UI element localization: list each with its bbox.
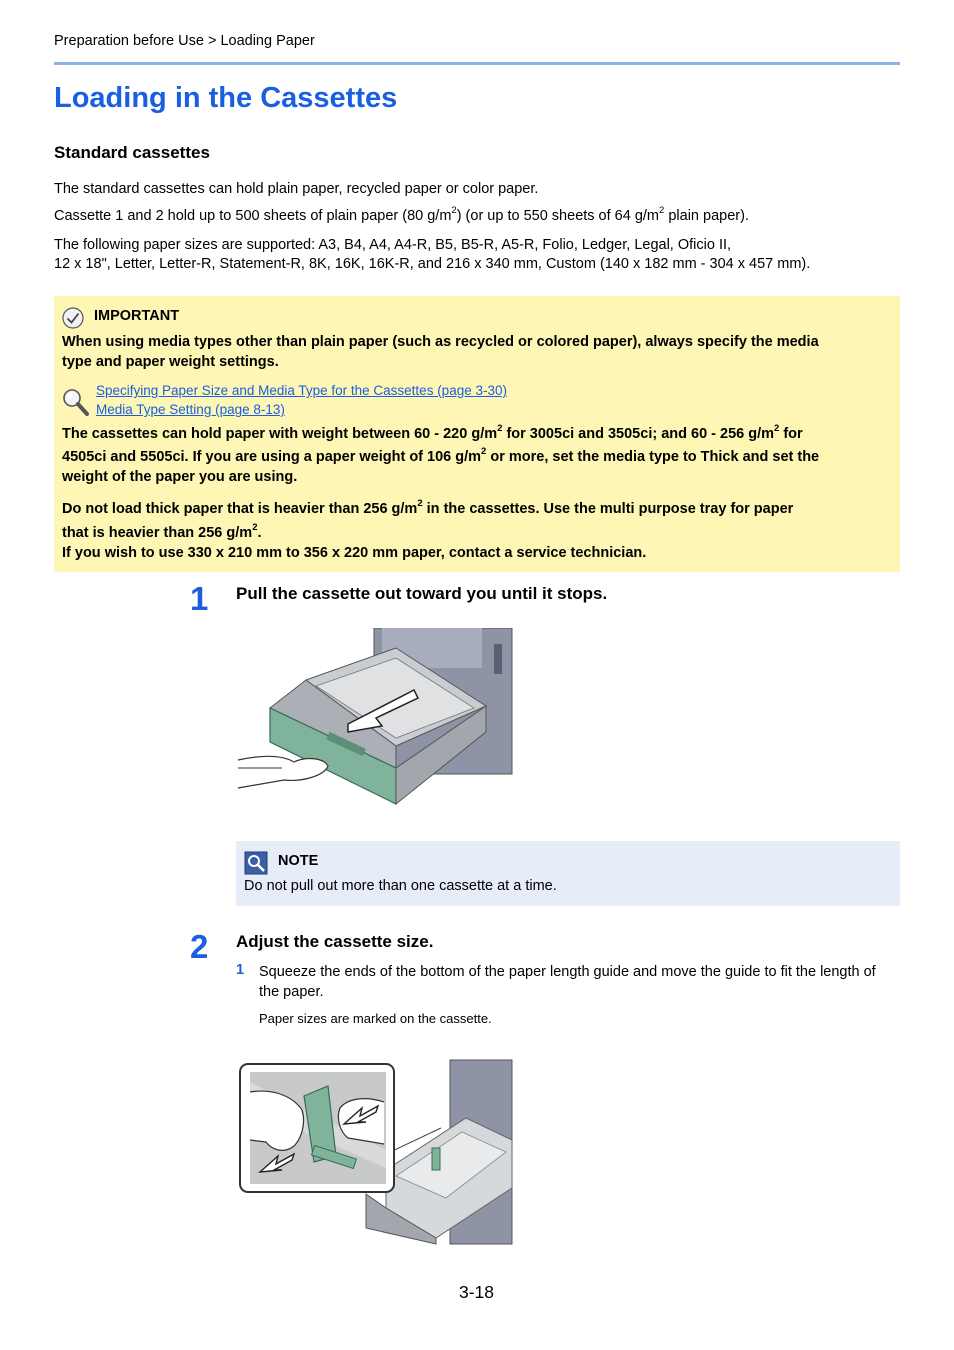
substep-text: Squeeze the ends of the bottom of the paper length guide and move the guide to fit the length of the paper. xyxy=(259,964,876,1000)
step-1-title: Pull the cassette out toward you until it stops. xyxy=(236,584,608,603)
weight-line3: weight of the paper you are using. xyxy=(62,469,298,485)
page-number: 3-18 xyxy=(459,1282,495,1302)
weight-line2: 4505ci and 5505ci. If you are using a paper weight of 106 $g/m^2$ or more, set the media type to Thick and set the xyxy=(62,446,820,465)
header-rule xyxy=(54,62,900,65)
page-title: Loading in the Cassettes xyxy=(54,82,398,114)
thick-line1: Do not load thick paper that is heavier than 256 $g/m^2$ in the cassettes. Use the multi purpose tray for paper xyxy=(62,498,794,517)
link-specifying-paper-size[interactable]: Specifying Paper Size and Media Type for the Cassettes (page 3-30) xyxy=(96,383,507,398)
paragraph-3-line2: 12 x 18", Letter, Letter-R, Statement-R, 8K, 16K, 16K-R, and 216 x 340 mm, Custom (140 x 182 mm - 304 x 457 mm). xyxy=(54,256,811,272)
paragraph-2: Cassette 1 and 2 hold up to 500 sheets of plain paper (80 $g/m^2$) (or up to 550 sheets of 64 $g/m^2$ plain paper). xyxy=(54,205,749,224)
note-box xyxy=(236,841,900,906)
important-label: IMPORTANT xyxy=(94,308,180,324)
breadcrumb: Preparation before Use > Loading Paper xyxy=(54,33,315,49)
step-1-number: 1 xyxy=(190,580,209,617)
important-box xyxy=(54,296,900,572)
note-label: NOTE xyxy=(278,853,319,869)
link-media-type-setting[interactable]: Media Type Setting (page 8-13) xyxy=(96,402,285,417)
thick-line3: If you wish to use 330 x 210 mm to 356 x 220 mm paper, contact a service technician. xyxy=(62,545,647,561)
thick-line2: that is heavier than 256 $g/m^2$. xyxy=(62,522,262,541)
section-heading: Standard cassettes xyxy=(54,143,210,162)
note-text: Do not pull out more than one cassette at a time. xyxy=(244,878,557,894)
substep-note: Paper sizes are marked on the cassette. xyxy=(259,1011,492,1026)
cassette-pull-illustration xyxy=(236,628,514,808)
substep-number: 1 xyxy=(236,962,245,978)
weight-line1: The cassettes can hold paper with weight between 60 - 220 $g/m^2$ for 3005ci and 3505ci; and 60 - 256 $g/m^2$ for xyxy=(62,423,803,442)
note-icon xyxy=(244,851,268,875)
paragraph-3-line1: The following paper sizes are supported: A3, B4, A4, A4-R, B5, B5-R, A5-R, Folio, Ledger, Legal, Oficio II, xyxy=(54,237,732,253)
important-line2: type and paper weight settings. xyxy=(62,354,279,370)
length-guide-illustration xyxy=(236,1058,514,1246)
checkmark-icon xyxy=(62,307,84,329)
important-line1: When using media types other than plain paper (such as recycled or colored paper), always specify the media xyxy=(62,334,819,350)
magnifier-icon xyxy=(60,386,90,418)
paragraph-1: The standard cassettes can hold plain paper, recycled paper or color paper. xyxy=(54,181,539,197)
step-2-title: Adjust the cassette size. xyxy=(236,932,434,951)
step-2-number: 2 xyxy=(190,928,209,965)
